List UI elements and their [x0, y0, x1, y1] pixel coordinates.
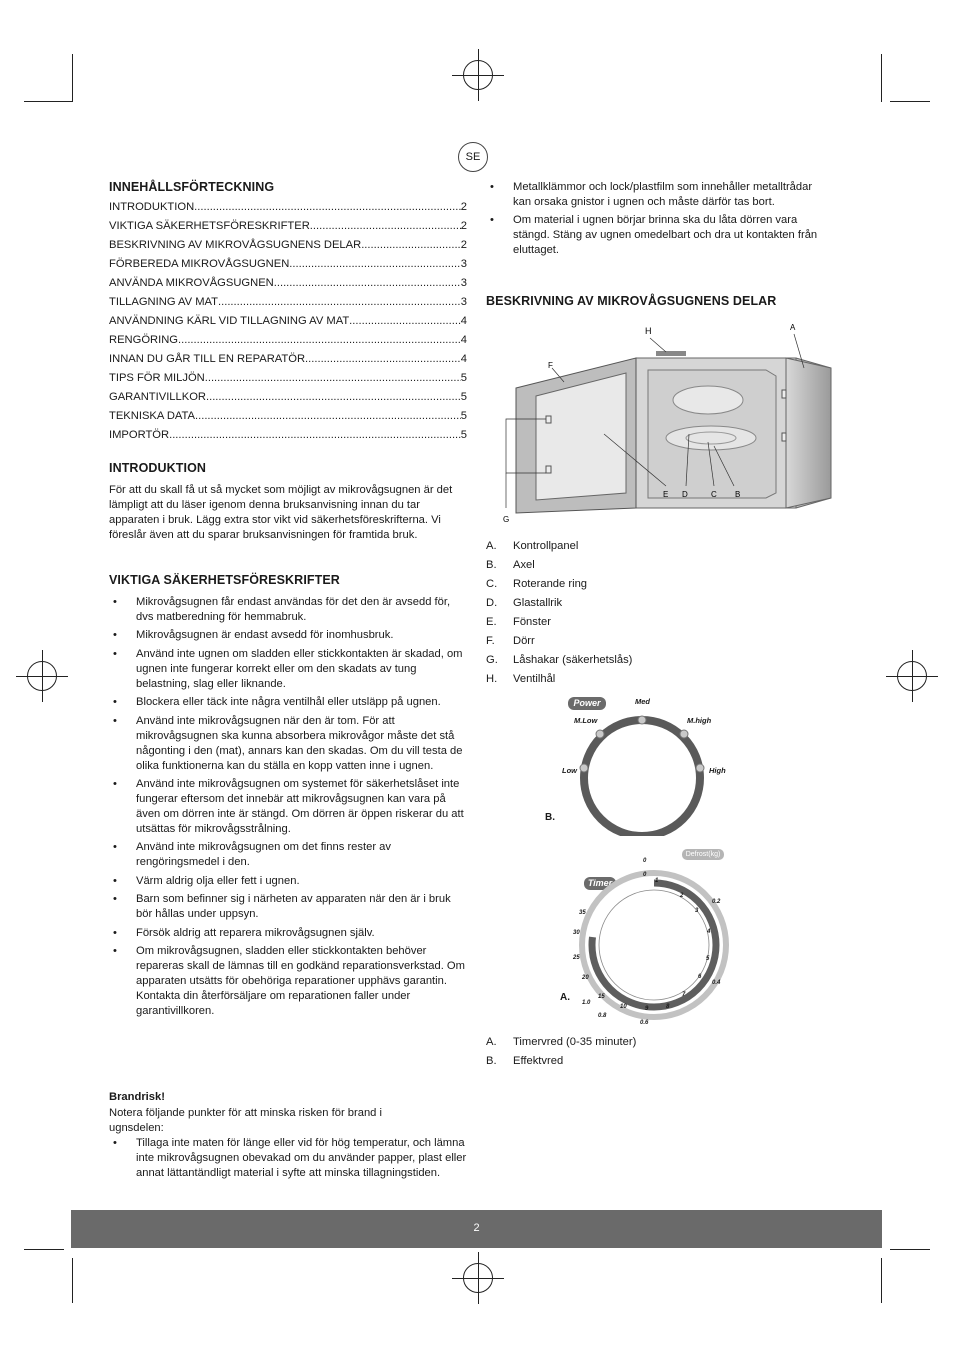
- crop-mark: [890, 1249, 930, 1250]
- toc-entry-label: FÖRBEREDA MIKROVÅGSUGNEN: [109, 258, 290, 270]
- legend-key: A.: [486, 540, 497, 552]
- legend-label: Timervred (0-35 minuter): [513, 1036, 637, 1048]
- cavity-light: [673, 386, 743, 414]
- legend-row: [486, 635, 632, 654]
- crop-mark: [890, 101, 930, 102]
- legend-row: [486, 597, 632, 616]
- legend-key: H.: [486, 673, 498, 685]
- list-item: • Om mikrovågsugnen, sladden eller stickkontakten behöver repareras skall de lämnas till en godkänd reparationsverkstad. Om apparaten utsätts för obehöriga reparationer upphävs garantin. Kontakta din återförsäljare om reparationen faller under garantivillkoren.: [109, 944, 469, 1019]
- timer-minute-label: 25: [573, 955, 580, 961]
- safety-list: [109, 595, 469, 1022]
- microwave-illustration: [486, 318, 846, 530]
- toc-entry[interactable]: [109, 372, 467, 391]
- latch-hook: [546, 416, 551, 423]
- callout-d: D: [682, 490, 688, 499]
- legend-key: G.: [486, 654, 498, 666]
- toc-dot-leader: [305, 353, 461, 365]
- toc-entry-page: 2: [460, 220, 467, 232]
- toc-entry-label: TILLAGNING AV MAT: [109, 296, 218, 308]
- toc-dot-leader: [206, 391, 461, 403]
- vent-holes: [656, 351, 686, 356]
- list-item: • Tillaga inte maten för länge eller vid för hög temperatur, och lämna inte mikrovågsugnen obevakad om du använder papper, plast eller annat lättantändligt material i syfte att minska tillagningstiden.: [109, 1136, 469, 1181]
- parts-legend: [486, 540, 632, 692]
- list-item: • Barn som befinner sig i närheten av apparaten när den är i bruk bör hållas under uppsyn.: [109, 892, 469, 922]
- legend-row: [486, 654, 632, 673]
- registration-mark: [897, 661, 927, 691]
- power-marker-high: [696, 764, 704, 772]
- legend-row: [486, 540, 632, 559]
- toc-entry-page: 2: [460, 201, 467, 213]
- table-of-contents: [109, 201, 467, 448]
- legend-label: Låshakar (säkerhetslås): [513, 654, 633, 666]
- toc-entry-label: VIKTIGA SÄKERHETSFÖRESKRIFTER: [109, 220, 310, 232]
- toc-dot-leader: [361, 239, 461, 251]
- crop-mark: [24, 101, 72, 102]
- legend-label: Ventilhål: [513, 673, 556, 685]
- toc-entry[interactable]: [109, 220, 467, 239]
- list-item: • Om material i ugnen börjar brinna ska du låta dörren vara stängd. Stäng av ugnen omedelbart och dra ut kontakten från eluttaget.: [486, 213, 831, 258]
- timer-defrost-label: 0.4: [712, 980, 721, 986]
- list-item: • Använd inte mikrovågsugnen när den är tom. För att mikrovågsugnen ska kunna absorbera mikrovågor måste det stå någonting i den (mat), annars kan den skadas. Om du vill testa de olika funktionerna kan du ställa en kopp vatten inne i ugnen.: [109, 714, 469, 774]
- power-level-high: High: [709, 766, 726, 775]
- legend-key: B.: [486, 1055, 497, 1067]
- fire-list-continued: [486, 180, 831, 262]
- callout-f: F: [548, 361, 553, 370]
- timer-defrost-label: 1.0: [582, 1000, 591, 1006]
- power-marker-low: [580, 764, 588, 772]
- timer-minute-label: 9: [645, 1006, 649, 1012]
- timer-defrost-label: 0.6: [640, 1020, 649, 1026]
- toc-entry-label: GARANTIVILLKOR: [109, 391, 206, 403]
- legend-label: Axel: [513, 559, 535, 571]
- power-level-med: Med: [635, 697, 650, 706]
- toc-entry[interactable]: [109, 410, 467, 429]
- crop-mark: [881, 54, 882, 102]
- timer-minute-label: 35: [579, 910, 586, 916]
- callout-c: C: [711, 490, 717, 499]
- latch-hook: [546, 466, 551, 473]
- language-badge: SE: [458, 142, 488, 172]
- registration-mark: [463, 1263, 493, 1293]
- legend-key: B.: [486, 559, 497, 571]
- power-marker-mlow: [596, 730, 604, 738]
- toc-entry[interactable]: [109, 296, 467, 315]
- power-level-mlow: M.Low: [574, 716, 598, 725]
- power-marker-med: [638, 716, 646, 724]
- toc-dot-leader: [195, 410, 461, 422]
- toc-entry[interactable]: [109, 258, 467, 277]
- legend-row: [486, 559, 632, 578]
- intro-text: För att du skall få ut så mycket som möjligt av mikrovågsugnen är det lämpligt att du läser igenom denna bruksanvisning innan du tar apparaten i bruk. Lägg extra stor vikt vid säkerhetsföreskrifterna. Vi föreslår även att du sparar bruksanvisningen för framtida bruk.: [109, 484, 453, 541]
- power-badge: Power: [568, 697, 606, 710]
- legend-row: [486, 1036, 636, 1055]
- callout-g: G: [503, 515, 510, 524]
- toc-dot-leader: [274, 277, 461, 289]
- toc-entry-label: ANVÄNDA MIKROVÅGSUGNEN: [109, 277, 274, 289]
- list-item: • Använd inte mikrovågsugnen om systemet för säkerhetslåset inte fungerar eftersom det innebär att mikrovågsugnen kan vara på även om dörren inte är stängd. Om dörren är öppen riskerar du att utsättas för mikrovågsstrålning.: [109, 777, 469, 837]
- fire-intro: Notera följande punkter för att minska risken för brand i ugnsdelen:: [109, 1107, 382, 1134]
- toc-entry-label: IMPORTÖR: [109, 429, 170, 441]
- safety-heading: VIKTIGA SÄKERHETSFÖRESKRIFTER: [109, 573, 340, 587]
- control-panel: [786, 358, 831, 508]
- power-dial-letter: B.: [545, 812, 555, 823]
- legend-key: A.: [486, 1036, 497, 1048]
- timer-badge: Timer: [584, 877, 616, 890]
- callout-b: B: [735, 490, 741, 499]
- page-number: 2: [473, 1222, 480, 1234]
- toc-dot-leader: [218, 296, 461, 308]
- toc-entry-label: TIPS FÖR MILJÖN: [109, 372, 205, 384]
- dial-legend: [486, 1036, 636, 1074]
- list-item: • Värm aldrig olja eller fett i ugnen.: [109, 874, 469, 889]
- list-item: • Metallklämmor och lock/plastfilm som innehåller metalltrådar kan orsaka gnistor i ugnen och måste därför tas bort.: [486, 180, 831, 210]
- toc-heading: INNEHÅLLSFÖRTECKNING: [109, 180, 275, 194]
- toc-dot-leader: [194, 201, 461, 213]
- list-item: • Försök aldrig att reparera mikrovågsugnen själv.: [109, 926, 469, 941]
- toc-entry-label: INNAN DU GÅR TILL EN REPARATÖR: [109, 353, 306, 365]
- timer-defrost-label: 0.8: [598, 1013, 607, 1019]
- legend-label: Fönster: [513, 616, 551, 628]
- list-item: • Använd inte ugnen om sladden eller stickkontakten är skadad, om ugnen inte fungerar korrekt eller om den skadats av tung belastning, slag eller liknande.: [109, 647, 469, 692]
- legend-label: Effektvred: [513, 1055, 564, 1067]
- registration-mark: [463, 60, 493, 90]
- timer-minute-label: 5: [706, 956, 710, 962]
- legend-row: [486, 673, 632, 692]
- timer-defrost-label: 0.2: [712, 899, 721, 905]
- toc-entry-page: 4: [460, 315, 467, 327]
- legend-key: F.: [486, 635, 495, 647]
- latch-slot: [782, 390, 786, 398]
- list-item: • Använd inte mikrovågsugnen om det finns rester av rengöringsmedel i den.: [109, 840, 469, 870]
- toc-entry[interactable]: [109, 277, 467, 296]
- intro-heading: INTRODUKTION: [109, 461, 207, 475]
- toc-entry-page: 5: [460, 410, 467, 422]
- toc-entry-label: TEKNISKA DATA: [109, 410, 195, 422]
- timer-minute-label: 10: [620, 1004, 627, 1010]
- footer-bar: [71, 1210, 882, 1248]
- timer-dial-letter: A.: [560, 992, 570, 1003]
- toc-entry[interactable]: [109, 239, 467, 258]
- latch-slot: [782, 433, 786, 441]
- legend-label: Kontrollpanel: [513, 540, 579, 552]
- timer-minute-label: 30: [573, 930, 580, 936]
- legend-row: [486, 578, 632, 597]
- callout-a: A: [790, 323, 796, 332]
- toc-entry[interactable]: [109, 201, 467, 220]
- power-level-mhigh: M.high: [687, 716, 712, 725]
- list-item: • Blockera eller täck inte några ventilhål eller utsläpp på ugnen.: [109, 695, 469, 710]
- toc-entry-label: INTRODUKTION: [109, 201, 195, 213]
- toc-entry[interactable]: [109, 334, 467, 353]
- legend-label: Dörr: [513, 635, 535, 647]
- callout-e: E: [663, 490, 669, 499]
- toc-entry[interactable]: [109, 429, 467, 448]
- timer-minute-label: 4: [707, 929, 711, 935]
- toc-entry-page: 4: [460, 334, 467, 346]
- glass-tray: [666, 426, 756, 450]
- legend-row: [486, 616, 632, 635]
- timer-minute-label: 20: [582, 975, 589, 981]
- timer-minute-label: 3: [695, 908, 699, 914]
- timer-minute-label: 7: [682, 992, 686, 998]
- timer-minute-label: 6: [698, 974, 702, 980]
- toc-entry-page: 5: [460, 391, 467, 403]
- legend-key: E.: [486, 616, 497, 628]
- toc-dot-leader: [169, 429, 461, 441]
- legend-key: D.: [486, 597, 498, 609]
- toc-entry-page: 3: [460, 258, 467, 270]
- callout-h: H: [645, 326, 652, 336]
- toc-entry-page: 5: [460, 372, 467, 384]
- timer-minute-label: 15: [598, 994, 605, 1000]
- timer-defrost-label: 0: [643, 858, 647, 864]
- toc-entry-label: RENGÖRING: [109, 334, 178, 346]
- toc-dot-leader: [349, 315, 461, 327]
- toc-entry[interactable]: [109, 391, 467, 410]
- toc-dot-leader: [310, 220, 461, 232]
- parts-heading: BESKRIVNING AV MIKROVÅGSUGNENS DELAR: [486, 294, 777, 308]
- registration-mark: [27, 661, 57, 691]
- power-marker-mhigh: [680, 730, 688, 738]
- toc-entry-page: 5: [460, 429, 467, 441]
- toc-entry[interactable]: [109, 315, 467, 334]
- legend-row: [486, 1055, 636, 1074]
- timer-minute-label: 2: [680, 893, 684, 899]
- timer-minute-label: 1: [655, 878, 659, 884]
- crop-mark: [24, 1249, 64, 1250]
- power-level-low: Low: [562, 766, 577, 775]
- crop-mark: [72, 54, 73, 102]
- toc-entry-page: 3: [460, 277, 467, 289]
- door-window: [536, 373, 626, 500]
- timer-minute-label: 0: [643, 872, 647, 878]
- crop-mark: [881, 1258, 882, 1303]
- legend-key: C.: [486, 578, 498, 590]
- toc-entry-label: BESKRIVNING AV MIKROVÅGSUGNENS DELAR: [109, 239, 362, 251]
- toc-dot-leader: [178, 334, 461, 346]
- fire-list: [109, 1136, 469, 1184]
- timer-minute-label: 8: [666, 1004, 670, 1010]
- toc-dot-leader: [289, 258, 460, 270]
- fire-heading: Brandrisk!: [109, 1091, 165, 1103]
- toc-entry-page: 2: [460, 239, 467, 251]
- toc-dot-leader: [205, 372, 461, 384]
- toc-entry-label: ANVÄNDNING KÄRL VID TILLAGNING AV MAT: [109, 315, 350, 327]
- toc-entry-page: 4: [460, 353, 467, 365]
- legend-label: Glastallrik: [513, 597, 563, 609]
- crop-mark: [72, 1258, 73, 1303]
- legend-label: Roterande ring: [513, 578, 588, 590]
- toc-entry-page: 3: [460, 296, 467, 308]
- toc-entry[interactable]: [109, 353, 467, 372]
- list-item: • Mikrovågsugnen får endast användas för det den är avsedd för, dvs matberedning för hemmabruk.: [109, 595, 469, 625]
- defrost-badge: Defrost(kg): [682, 849, 724, 860]
- list-item: • Mikrovågsugnen är endast avsedd för inomhusbruk.: [109, 628, 469, 643]
